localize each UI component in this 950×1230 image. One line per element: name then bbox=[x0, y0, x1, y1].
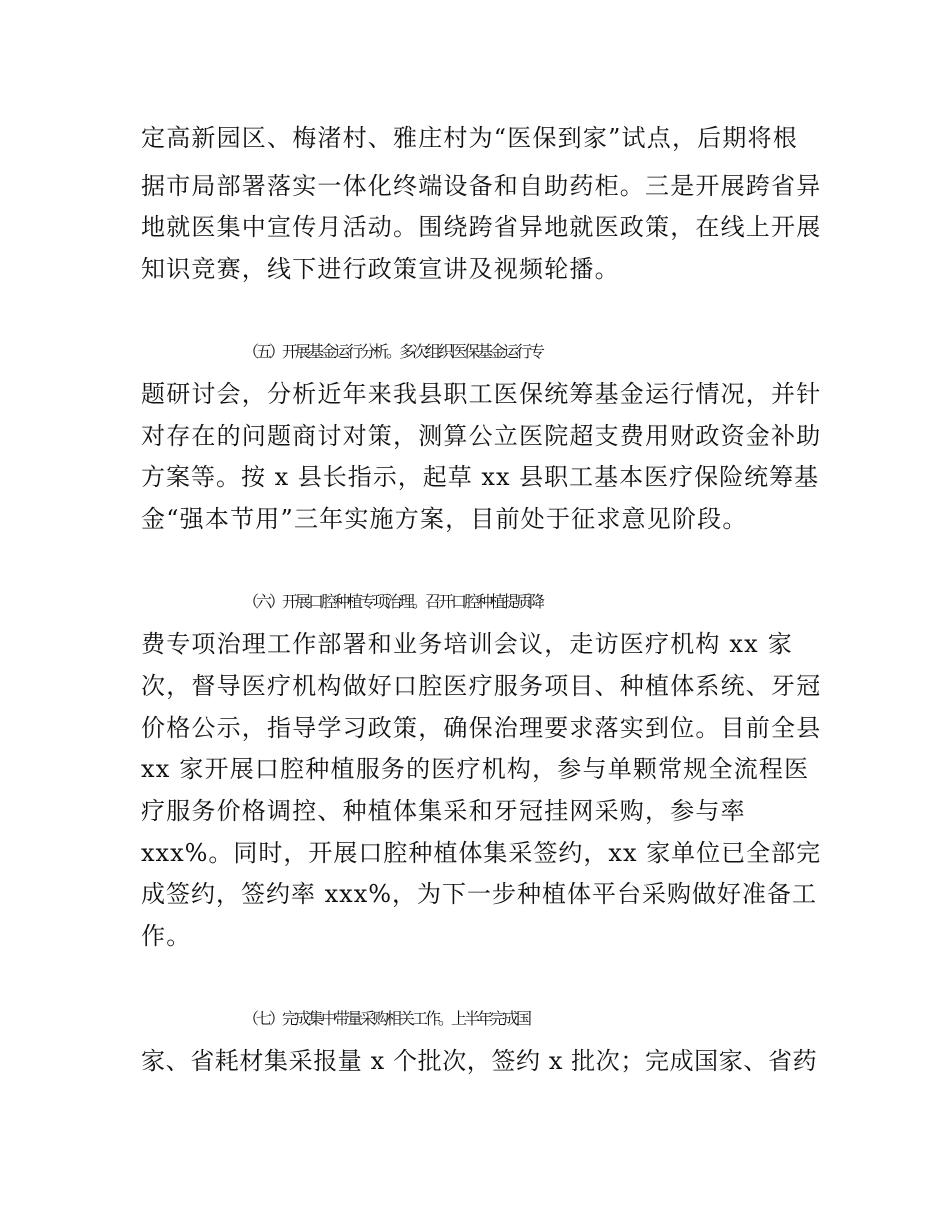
paragraph-five-heading-line: （五）开展基金运行分析。多次组织医保基金运行专 bbox=[243, 342, 543, 361]
text-line: 题研讨会，分析近年来我县职工医保统筹基金运行情况，并针 bbox=[141, 380, 822, 408]
text-line: xxx%。同时，开展口腔种植体集采签约，xx 家单位已全部完 bbox=[141, 839, 822, 867]
text-line: 作。 bbox=[141, 922, 192, 950]
text-line: 价格公示，指导学习政策，确保治理要求落实到位。目前全县 bbox=[141, 714, 822, 742]
text-line: 次，督导医疗机构做好口腔医疗服务项目、种植体系统、牙冠 bbox=[141, 672, 822, 700]
text-line: 金“强本节用”三年实施方案，目前处于征求意见阶段。 bbox=[141, 505, 748, 533]
text-line: 定高新园区、梅渚村、雅庄村为“医保到家”试点，后期将根 bbox=[141, 124, 798, 152]
paragraph-seven-heading-line: （七）完成集中带量采购相关工作。上半年完成国 bbox=[243, 1009, 530, 1028]
text-line: xx 家开展口腔种植服务的医疗机构，参与单颗常规全流程医 bbox=[141, 755, 810, 783]
text-line: 方案等。按 x 县长指示，起草 xx 县职工基本医疗保险统筹基 bbox=[141, 463, 820, 491]
paragraph-six-heading-line: （六）开展口腔种植专项治理。召开口腔种植提质降 bbox=[243, 592, 543, 611]
text-line: 费专项治理工作部署和业务培训会议，走访医疗机构 xx 家 bbox=[141, 630, 793, 658]
text-line: 对存在的问题商讨对策，测算公立医院超支费用财政资金补助 bbox=[141, 422, 822, 450]
text-line: 成签约，签约率 xxx%，为下一步种植体平台采购做好准备工 bbox=[141, 880, 818, 908]
text-line: 疗服务价格调控、种植体集采和牙冠挂网采购，参与率 bbox=[141, 797, 746, 825]
text-line: 家、省耗材集采报量 x 个批次，签约 x 批次；完成国家、省药 bbox=[141, 1047, 818, 1075]
text-line: 据市局部署落实一体化终端设备和自助药柜。三是开展跨省异 bbox=[141, 172, 822, 200]
text-line: 地就医集中宣传月活动。围绕跨省异地就医政策，在线上开展 bbox=[141, 213, 822, 241]
text-line: 知识竞赛，线下进行政策宣讲及视频轮播。 bbox=[141, 255, 620, 283]
